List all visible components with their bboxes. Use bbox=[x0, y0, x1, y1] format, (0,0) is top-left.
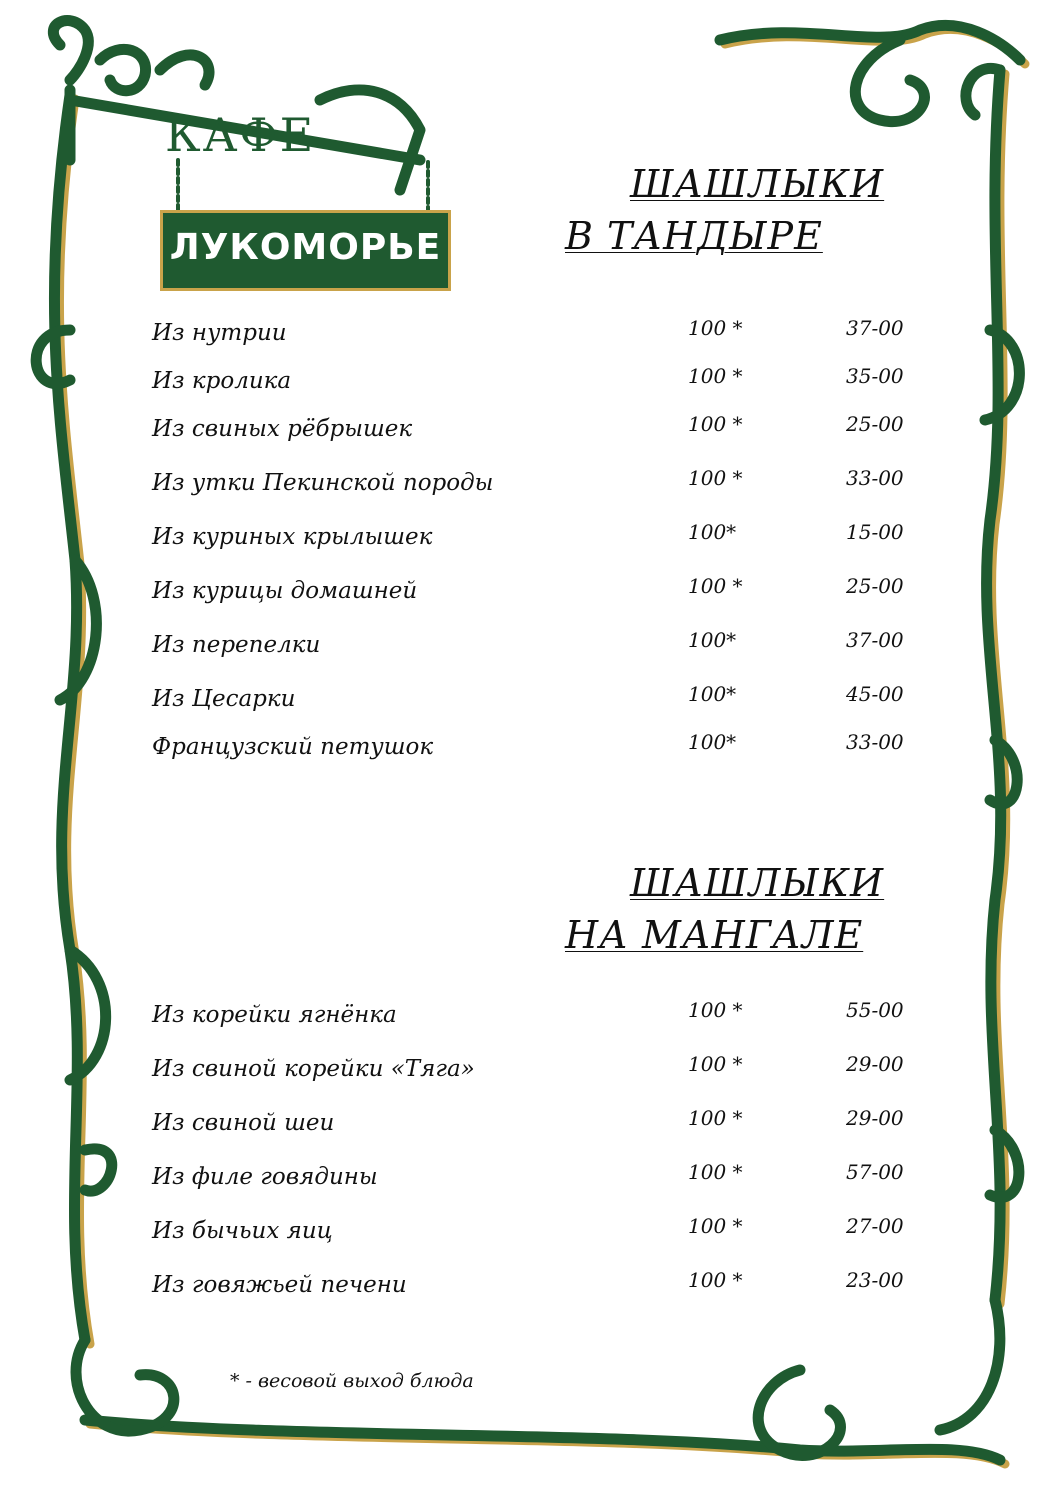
section-title-line2: НА МАНГАЛЕ bbox=[565, 913, 864, 957]
item-price: 25-00 bbox=[846, 412, 904, 436]
item-name: Из курицы домашней bbox=[152, 578, 418, 604]
item-price: 15-00 bbox=[846, 520, 904, 544]
menu-item bbox=[152, 574, 912, 612]
logo-cafe-text: КАФЕ bbox=[165, 108, 316, 162]
item-name: Из перепелки bbox=[152, 632, 321, 658]
section-title-line2: В ТАНДЫРЕ bbox=[565, 214, 823, 258]
menu-item bbox=[152, 1160, 912, 1198]
item-weight: 100* bbox=[688, 520, 737, 544]
item-name: Из нутрии bbox=[152, 320, 287, 346]
item-price: 37-00 bbox=[846, 628, 904, 652]
item-price: 35-00 bbox=[846, 364, 904, 388]
menu-item bbox=[152, 466, 912, 504]
item-name: Из куриных крылышек bbox=[152, 524, 433, 550]
item-weight: 100 * bbox=[688, 316, 743, 340]
logo-sign bbox=[160, 210, 451, 291]
item-weight: 100* bbox=[688, 628, 737, 652]
menu-item bbox=[152, 1214, 912, 1252]
menu-item bbox=[152, 1268, 912, 1306]
footnote: * - весовой выход блюда bbox=[230, 1370, 474, 1392]
item-name: Из утки Пекинской породы bbox=[152, 470, 494, 496]
item-price: 55-00 bbox=[846, 998, 904, 1022]
item-weight: 100 * bbox=[688, 1052, 743, 1076]
item-name: Из свиных рёбрышек bbox=[152, 416, 413, 442]
item-price: 29-00 bbox=[846, 1052, 904, 1076]
item-name: Французский петушок bbox=[152, 734, 434, 760]
item-weight: 100 * bbox=[688, 1214, 743, 1238]
menu-item bbox=[152, 998, 912, 1036]
menu-item bbox=[152, 520, 912, 558]
item-weight: 100 * bbox=[688, 466, 743, 490]
item-name: Из кролика bbox=[152, 368, 292, 394]
menu-item bbox=[152, 730, 912, 768]
item-weight: 100 * bbox=[688, 412, 743, 436]
menu-item bbox=[152, 412, 912, 450]
item-weight: 100 * bbox=[688, 1160, 743, 1184]
item-weight: 100 * bbox=[688, 1268, 743, 1292]
item-name: Из корейки ягнёнка bbox=[152, 1002, 397, 1028]
section-title-line1: ШАШЛЫКИ bbox=[630, 861, 885, 905]
menu-item bbox=[152, 1052, 912, 1090]
menu-item bbox=[152, 316, 912, 354]
section-title-tandoor bbox=[565, 158, 884, 262]
item-price: 25-00 bbox=[846, 574, 904, 598]
item-weight: 100 * bbox=[688, 574, 743, 598]
section-title-line1: ШАШЛЫКИ bbox=[630, 162, 885, 206]
logo-name: ЛУКОМОРЬЕ bbox=[169, 227, 442, 268]
section-title-grill bbox=[565, 857, 884, 961]
item-name: Из свиной корейки «Тяга» bbox=[152, 1056, 475, 1082]
item-price: 33-00 bbox=[846, 466, 904, 490]
item-price: 37-00 bbox=[846, 316, 904, 340]
menu-item bbox=[152, 628, 912, 666]
item-price: 29-00 bbox=[846, 1106, 904, 1130]
item-weight: 100 * bbox=[688, 1106, 743, 1130]
item-weight: 100 * bbox=[688, 364, 743, 388]
item-weight: 100* bbox=[688, 730, 737, 754]
item-weight: 100* bbox=[688, 682, 737, 706]
item-price: 27-00 bbox=[846, 1214, 904, 1238]
item-price: 23-00 bbox=[846, 1268, 904, 1292]
menu-item bbox=[152, 682, 912, 720]
item-price: 45-00 bbox=[846, 682, 904, 706]
item-price: 33-00 bbox=[846, 730, 904, 754]
item-weight: 100 * bbox=[688, 998, 743, 1022]
item-name: Из Цесарки bbox=[152, 686, 296, 712]
item-name: Из бычьих яиц bbox=[152, 1218, 333, 1244]
item-name: Из свиной шеи bbox=[152, 1110, 335, 1136]
menu-item bbox=[152, 364, 912, 402]
item-price: 57-00 bbox=[846, 1160, 904, 1184]
item-name: Из филе говядины bbox=[152, 1164, 378, 1190]
item-name: Из говяжьей печени bbox=[152, 1272, 407, 1298]
menu-item bbox=[152, 1106, 912, 1144]
